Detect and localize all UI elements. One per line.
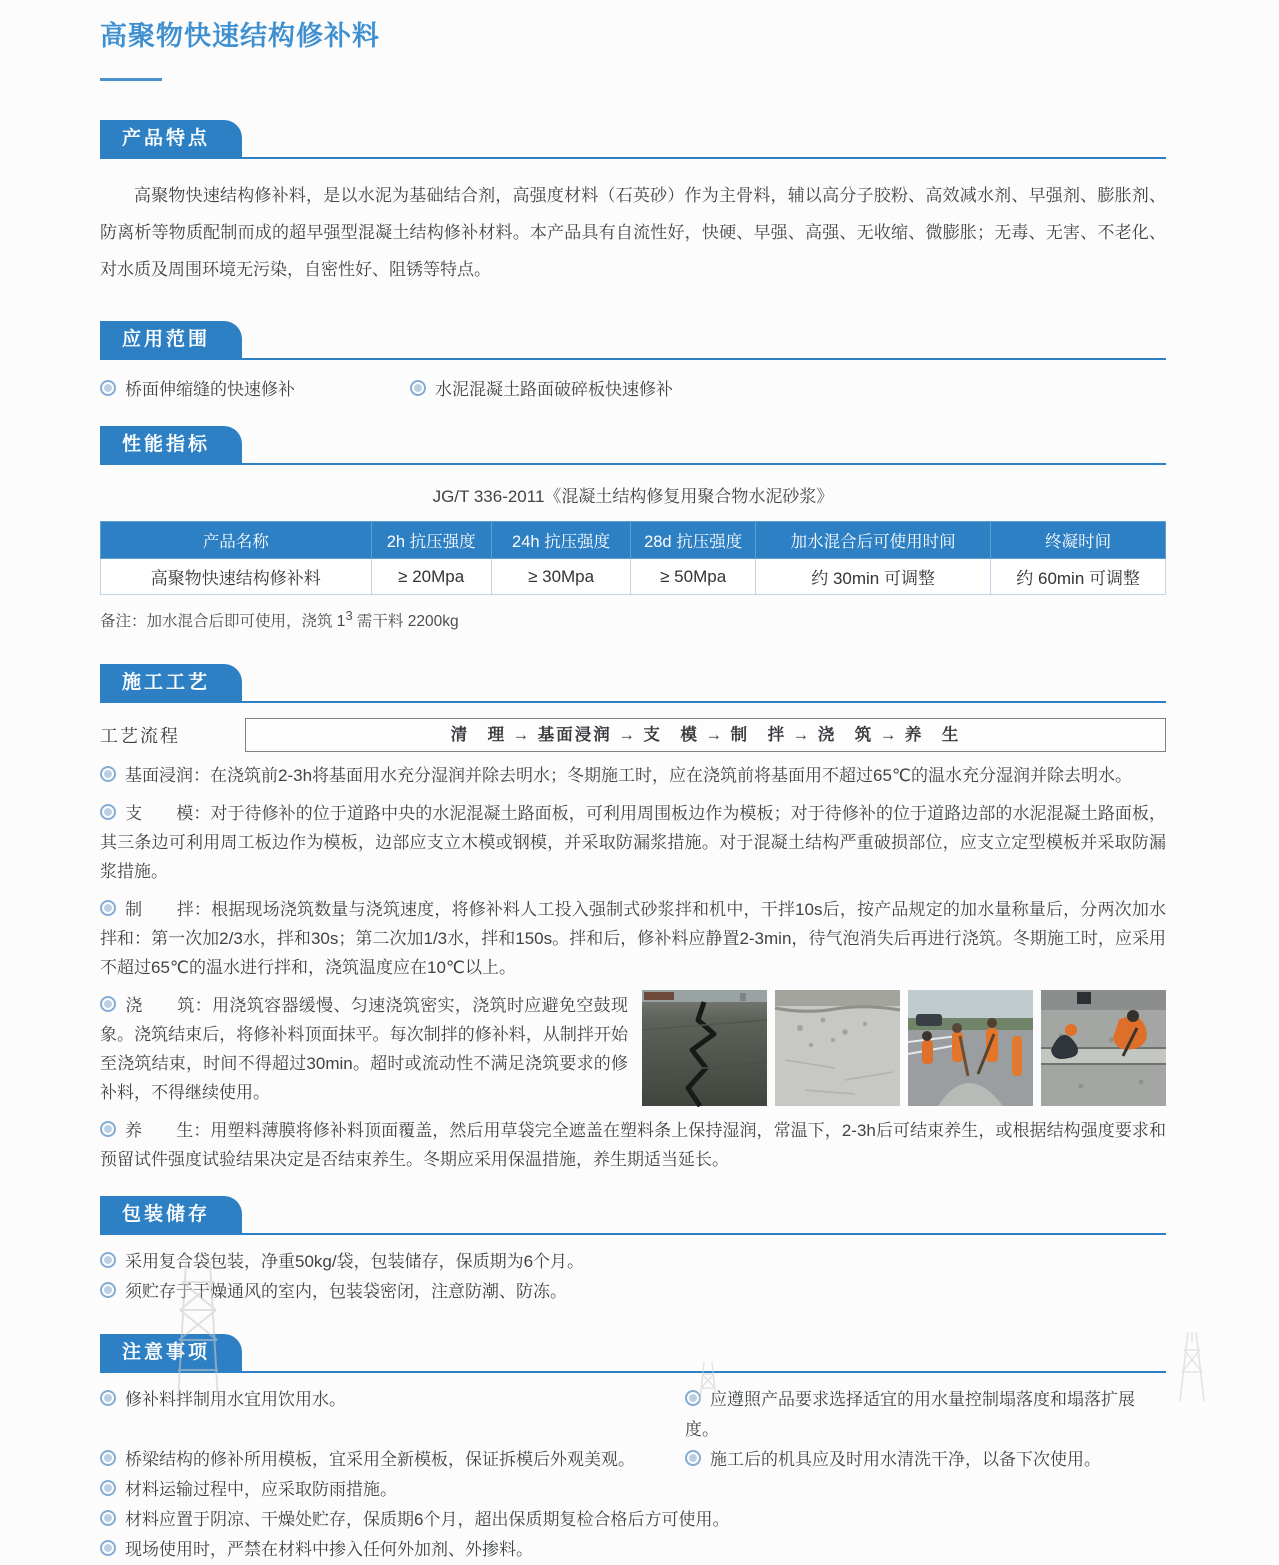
- ring-bullet-icon: [685, 1450, 701, 1466]
- ring-bullet-icon: [100, 1450, 116, 1466]
- ring-bullet-icon: [100, 804, 116, 820]
- table-header-row: [101, 522, 1166, 559]
- step-item: 制 拌：根据现场浇筑数量与浇筑速度，将修补料人工投入强制式砂浆拌和机中，干拌10s后，按产品规定的加水量称量后，分两次加水拌和：第一次加2/3水，拌和30s；第二次加1/3水，拌和150s。拌和后，修补料应静置2-3min，待气泡消失后再进行浇筑。冬期施工时，应采用不超过65℃的温水进行拌和，浇筑温度应在10℃以上。: [100, 900, 1166, 978]
- table-header-cell: 加水混合后可使用时间: [755, 522, 990, 559]
- standard-reference: JG/T 336-2011《混凝土结构修复用聚合物水泥砂浆》: [432, 487, 834, 506]
- packaging-item: 须贮存于干燥通风的室内，包装袋密闭，注意防潮、防冻。: [100, 1277, 1166, 1307]
- features-paragraph: 高聚物快速结构修补料，是以水泥为基础结合剂，高强度材料（石英砂）作为主骨料，辅以高分子胶粉、高效减水剂、早强剂、膨胀剂、防离析等物质配制而成的超早强型混凝土结构修补材料。本产品具有自流性好，快硬、早强、高强、无收缩、微膨胀；无毒、无害、不老化、对水质及周围环境无污染，自密性好、阻锈等特点。: [100, 186, 1166, 279]
- ring-bullet-icon: [100, 1480, 116, 1496]
- notes-heading: 注意事项: [100, 1334, 242, 1371]
- ring-bullet-icon: [100, 1540, 116, 1556]
- ring-bullet-icon: [100, 380, 116, 396]
- note-item: 应遵照产品要求选择适宜的用水量控制塌落度和塌落扩展度。: [685, 1390, 1135, 1440]
- ring-bullet-icon: [100, 996, 116, 1012]
- notes-list: [100, 1385, 1166, 1565]
- applications-list: [100, 375, 1166, 400]
- application-item: 水泥混凝土路面破碎板快速修补: [410, 375, 720, 400]
- note-item: 修补料拌制用水宜用饮用水。: [100, 1385, 685, 1445]
- photo-strip: [642, 990, 1166, 1106]
- section-header-packaging: [100, 1196, 1166, 1235]
- table-cell: 高聚物快速结构修补料: [101, 559, 372, 595]
- table-header-cell: 2h 抗压强度: [371, 522, 491, 559]
- step-item: 基面浸润：在浇筑前2-3h将基面用水充分湿润并除去明水；冬期施工时，应在浇筑前将基面用不超过65℃的温水充分湿润并除去明水。: [100, 761, 1166, 790]
- ring-bullet-icon: [100, 900, 116, 916]
- broken-slab-surface-photo: [775, 990, 900, 1106]
- manual-patch-work-photo: [1041, 990, 1166, 1106]
- packaging-heading: 包装储存: [100, 1196, 242, 1233]
- table-header-cell: 24h 抗压强度: [491, 522, 631, 559]
- watermark-tower-icon: [1168, 1332, 1216, 1401]
- table-header-cell: 28d 抗压强度: [631, 522, 756, 559]
- ring-bullet-icon: [100, 1121, 116, 1137]
- table-cell: 约 30min 可调整: [755, 559, 990, 595]
- ring-bullet-icon: [100, 1510, 116, 1526]
- step-item: 支 模：对于待修补的位于道路中央的水泥混凝土路面板，可利用周围板边作为模板；对于待修补的位于道路边部的水泥混凝土路面板，其三条边可利用周工板边作为模板，边部应支立木模或钢模，并采取防漏浆措施。对于混凝土结构严重破损部位，应支立定型模板并采取防漏浆措施。: [100, 804, 1167, 882]
- cracked-pavement-photo: [642, 990, 767, 1106]
- packaging-list: [100, 1247, 1166, 1307]
- process-flow-box: 清 理 → 基面浸润 → 支 模 → 制 拌 → 浇 筑 → 养 生: [245, 718, 1166, 752]
- note-item: 桥梁结构的修补所用模板，宜采用全新模板，保证拆模后外观美观。: [100, 1445, 685, 1475]
- performance-heading: 性能指标: [100, 426, 242, 463]
- table-cell: ≥ 50Mpa: [631, 559, 756, 595]
- features-heading: 产品特点: [100, 120, 242, 157]
- table-header-cell: 终凝时间: [991, 522, 1166, 559]
- packaging-item: 采用复合袋包装，净重50kg/袋，包装储存，保质期为6个月。: [100, 1247, 1166, 1277]
- construction-steps: [100, 761, 1166, 1174]
- road-repair-crew-photo: [908, 990, 1033, 1106]
- watermark-tower-icon: [148, 1262, 248, 1401]
- page-title: 高聚物快速结构修补料: [100, 21, 380, 51]
- applications-heading: 应用范围: [100, 321, 242, 358]
- note-item: 现场使用时，严禁在材料中掺入任何外加剂、外掺料。: [100, 1535, 1166, 1565]
- ring-bullet-icon: [100, 1390, 116, 1406]
- step-item: 浇 筑：用浇筑容器缓慢、匀速浇筑密实，浇筑时应避免空鼓现象。浇筑结束后，将修补料顶面抹平。每次制拌的修补料，从制拌开始至浇筑结束，时间不得超过30min。超时或流动性不满足浇筑要求的修补料，不得继续使用。: [100, 996, 629, 1103]
- application-item: 桥面伸缩缝的快速修补: [100, 375, 410, 400]
- ring-bullet-icon: [410, 380, 426, 396]
- ring-bullet-icon: [100, 1252, 116, 1268]
- section-header-performance: [100, 426, 1166, 465]
- note-item: 材料运输过程中，应采取防雨措施。: [100, 1475, 1166, 1505]
- title-underline: [100, 78, 162, 81]
- section-header-notes: [100, 1334, 1166, 1373]
- construction-heading: 施工工艺: [100, 664, 242, 701]
- section-header-applications: [100, 321, 1166, 360]
- watermark-tower-icon: [692, 1362, 724, 1401]
- section-header-construction: [100, 664, 1166, 703]
- step-item: 养 生：用塑料薄膜将修补料顶面覆盖，然后用草袋完全遮盖在塑料条上保持湿润，常温下，2-3h后可结束养生，或根据结构强度要求和预留试件强度试验结果决定是否结束养生。冬期应采用保温措施，养生期适当延长。: [100, 1121, 1167, 1170]
- table-data-row: [101, 559, 1166, 595]
- process-flow: [100, 718, 1166, 752]
- note-item: 施工后的机具应及时用水清洗干净，以备下次使用。: [685, 1445, 1166, 1475]
- table-cell: ≥ 30Mpa: [491, 559, 631, 595]
- table-cell: ≥ 20Mpa: [371, 559, 491, 595]
- table-remark: 备注：加水混合后即可使用，浇筑 $1^3$ 需干料 2200kg: [100, 608, 459, 631]
- performance-table: [100, 521, 1166, 595]
- section-header-features: [100, 120, 1166, 159]
- note-item: 材料应置于阴凉、干燥处贮存，保质期6个月，超出保质期复检合格后方可使用。: [100, 1505, 1166, 1535]
- ring-bullet-icon: [100, 1282, 116, 1298]
- process-flow-label: 工艺流程: [100, 726, 180, 747]
- ring-bullet-icon: [100, 766, 116, 782]
- table-header-cell: 产品名称: [101, 522, 372, 559]
- table-cell: 约 60min 可调整: [991, 559, 1166, 595]
